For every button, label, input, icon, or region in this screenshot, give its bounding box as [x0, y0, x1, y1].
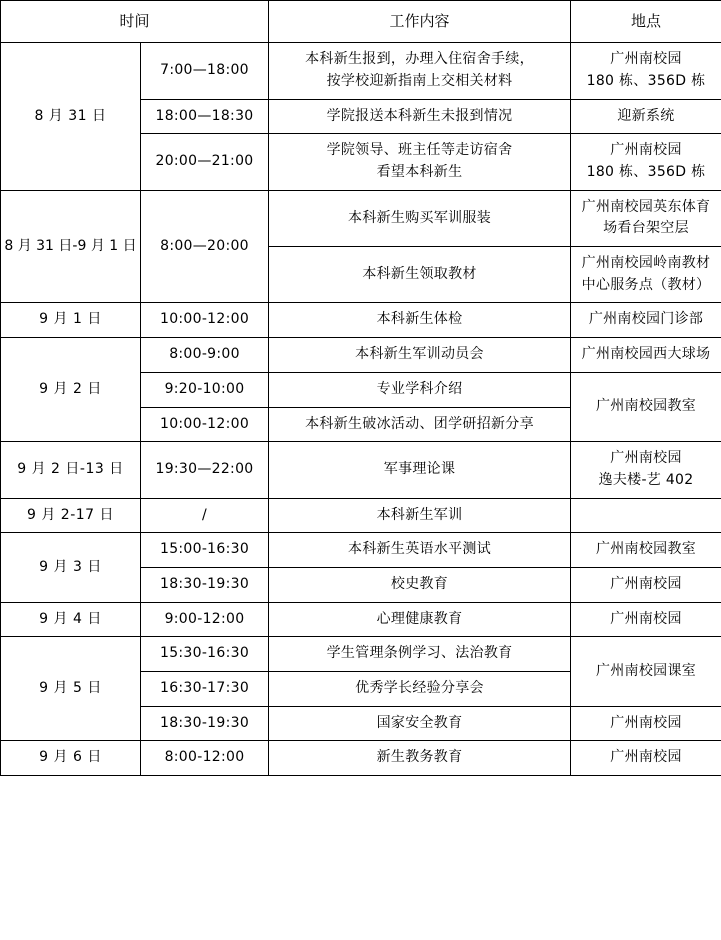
content-cell-line: 专业学科介绍 [376, 380, 463, 397]
time-cell [141, 637, 269, 672]
time-cell [141, 372, 269, 407]
date-cell [1, 442, 141, 498]
content-cell [269, 567, 571, 602]
date-cell [1, 43, 141, 190]
content-cell-line: 本科新生体检 [376, 311, 463, 328]
place-cell-line: 广州南校园 [610, 610, 682, 627]
place-cell-line: 逸夫楼-艺 402 [598, 471, 694, 488]
table-row [1, 533, 721, 568]
content-cell-line: 学生管理条例学习、法治教育 [326, 645, 513, 662]
place-cell [571, 338, 721, 373]
content-cell-line: 本科新生购买军训服装 [348, 209, 492, 226]
place-cell [571, 134, 721, 190]
time-cell-line: 15:30-16:30 [159, 645, 250, 662]
place-cell [571, 637, 721, 706]
content-cell [269, 372, 571, 407]
content-cell-line: 看望本科新生 [376, 164, 463, 180]
place-cell-line: 广州南校园岭南教材 [581, 255, 711, 272]
date-cell [1, 190, 141, 303]
place-cell [571, 498, 721, 533]
time-cell-line: 16:30-17:30 [159, 680, 250, 696]
place-cell-line: 180 栋、356D 栋 [586, 164, 706, 180]
content-cell [269, 99, 571, 134]
time-cell [141, 672, 269, 707]
content-cell [269, 190, 571, 246]
content-cell [269, 602, 571, 637]
time-cell-line: 7:00—18:00 [160, 62, 249, 79]
content-cell-line: 本科新生领取教材 [362, 265, 477, 282]
content-cell [269, 407, 571, 442]
content-cell-line: 军事理论课 [383, 461, 456, 478]
column-header-time: 时间 [1, 1, 269, 43]
time-cell-line: 8:00-12:00 [164, 749, 245, 766]
place-cell-line: 广州南校园教室 [595, 541, 697, 558]
place-cell-line: 广州南校园西大球场 [581, 346, 711, 363]
content-cell [269, 498, 571, 533]
place-cell-line: 广州南校园门诊部 [588, 311, 704, 328]
time-cell [141, 602, 269, 637]
date-cell-line: 9 月 6 日 [39, 749, 102, 766]
content-cell-line: 心理健康教育 [376, 610, 463, 627]
time-cell-line: 10:00-12:00 [159, 415, 250, 432]
content-cell-line: 国家安全教育 [376, 714, 463, 731]
place-cell [571, 43, 721, 99]
place-cell [571, 706, 721, 741]
date-cell-line: 8 月 31 日-9 月 1 日 [4, 237, 137, 254]
place-cell [571, 602, 721, 637]
table-row [1, 498, 721, 533]
place-cell [571, 567, 721, 602]
table-row [1, 442, 721, 498]
place-cell [571, 99, 721, 134]
date-cell-line: 9 月 2-17 日 [26, 506, 115, 523]
time-cell-line: 18:00—18:30 [155, 107, 254, 124]
place-cell-line: 迎新系统 [617, 107, 675, 124]
time-cell-line: 10:00-12:00 [159, 311, 250, 328]
content-cell [269, 741, 571, 776]
table-row [1, 637, 721, 672]
date-cell-line: 9 月 5 日 [39, 680, 102, 696]
date-cell-line: 8 月 31 日 [34, 107, 107, 124]
date-cell-line: 9 月 4 日 [39, 610, 102, 627]
time-cell [141, 498, 269, 533]
content-cell-line: 本科新生军训 [376, 506, 463, 523]
content-cell [269, 247, 571, 303]
date-cell-line: 9 月 1 日 [39, 311, 102, 328]
time-cell-line: 8:00—20:00 [160, 237, 249, 254]
time-cell-line: 15:00-16:30 [159, 541, 250, 558]
place-cell-line: 广州南校园 [610, 575, 682, 592]
time-cell-line: / [201, 506, 208, 523]
place-cell [571, 190, 721, 246]
date-cell [1, 602, 141, 637]
time-cell [141, 407, 269, 442]
time-cell-line: 20:00—21:00 [155, 153, 254, 170]
content-cell [269, 533, 571, 568]
time-cell-line: 18:30-19:30 [159, 714, 250, 731]
content-cell [269, 442, 571, 498]
table-row [1, 303, 721, 338]
time-cell [141, 99, 269, 134]
date-cell-line: 9 月 3 日 [39, 558, 102, 575]
place-cell [571, 533, 721, 568]
content-cell [269, 303, 571, 338]
content-cell [269, 637, 571, 672]
date-cell [1, 637, 141, 741]
date-cell [1, 741, 141, 776]
content-cell-line: 按学校迎新指南上交相关材料 [326, 72, 513, 89]
table-row [1, 602, 721, 637]
content-cell-line: 本科新生英语水平测试 [348, 541, 492, 558]
content-cell-line: 优秀学长经验分享会 [355, 680, 484, 696]
table-row [1, 43, 721, 99]
time-cell [141, 442, 269, 498]
date-cell [1, 498, 141, 533]
content-cell [269, 338, 571, 373]
content-cell-line: 新生教务教育 [376, 749, 463, 766]
table-row [1, 741, 721, 776]
place-cell [571, 442, 721, 498]
place-cell-line: 中心服务点（教材） [581, 276, 711, 293]
date-cell [1, 338, 141, 442]
place-cell-line: 广州南校园 [610, 51, 682, 68]
date-cell [1, 533, 141, 602]
place-cell [571, 372, 721, 441]
time-cell [141, 190, 269, 303]
time-cell [141, 741, 269, 776]
time-cell [141, 338, 269, 373]
place-cell-line: 180 栋、356D 栋 [586, 72, 706, 89]
table-row [1, 190, 721, 246]
place-cell-line: 广州南校园教室 [595, 398, 697, 415]
place-cell-line: 广州南校园课室 [595, 662, 697, 679]
place-cell-line: 广州南校园 [610, 142, 682, 159]
content-cell-line: 本科新生破冰活动、团学研招新分享 [305, 415, 534, 432]
time-cell-line: 9:20-10:00 [164, 380, 245, 397]
content-cell-line: 学院报送本科新生未报到情况 [326, 107, 513, 124]
content-cell [269, 134, 571, 190]
time-cell [141, 134, 269, 190]
time-cell [141, 43, 269, 99]
time-cell-line: 18:30-19:30 [159, 575, 250, 592]
place-cell [571, 303, 721, 338]
content-cell-line: 本科新生军训动员会 [355, 346, 484, 363]
place-cell [571, 741, 721, 776]
place-cell-line: 广州南校园 [610, 714, 682, 731]
time-cell [141, 533, 269, 568]
content-cell [269, 672, 571, 707]
place-cell-line: 广州南校园英东体育 [581, 198, 711, 215]
table-header-row [1, 1, 721, 43]
date-cell-line: 9 月 2 日-13 日 [17, 461, 124, 478]
time-cell-line: 8:00-9:00 [169, 346, 240, 363]
table-row [1, 338, 721, 373]
date-cell [1, 303, 141, 338]
time-cell [141, 567, 269, 602]
time-cell [141, 303, 269, 338]
content-cell [269, 43, 571, 99]
content-cell-line: 本科新生报到，办理入住宿舍手续， [305, 51, 534, 68]
table-header [1, 1, 721, 43]
place-cell-line: 广州南校园 [610, 450, 682, 467]
column-header-content: 工作内容 [269, 1, 571, 43]
time-cell-line: 9:00-12:00 [164, 610, 245, 627]
time-cell [141, 706, 269, 741]
table-body [1, 43, 721, 776]
place-cell-line: 广州南校园 [610, 749, 682, 766]
column-header-place: 地点 [571, 1, 721, 43]
content-cell-line: 学院领导、班主任等走访宿舍 [326, 142, 513, 159]
time-cell-line: 19:30—22:00 [155, 461, 254, 478]
place-cell-line: 场看台架空层 [603, 220, 689, 237]
date-cell-line: 9 月 2 日 [39, 380, 102, 397]
content-cell-line: 校史教育 [390, 575, 449, 592]
place-cell [571, 247, 721, 303]
content-cell [269, 706, 571, 741]
